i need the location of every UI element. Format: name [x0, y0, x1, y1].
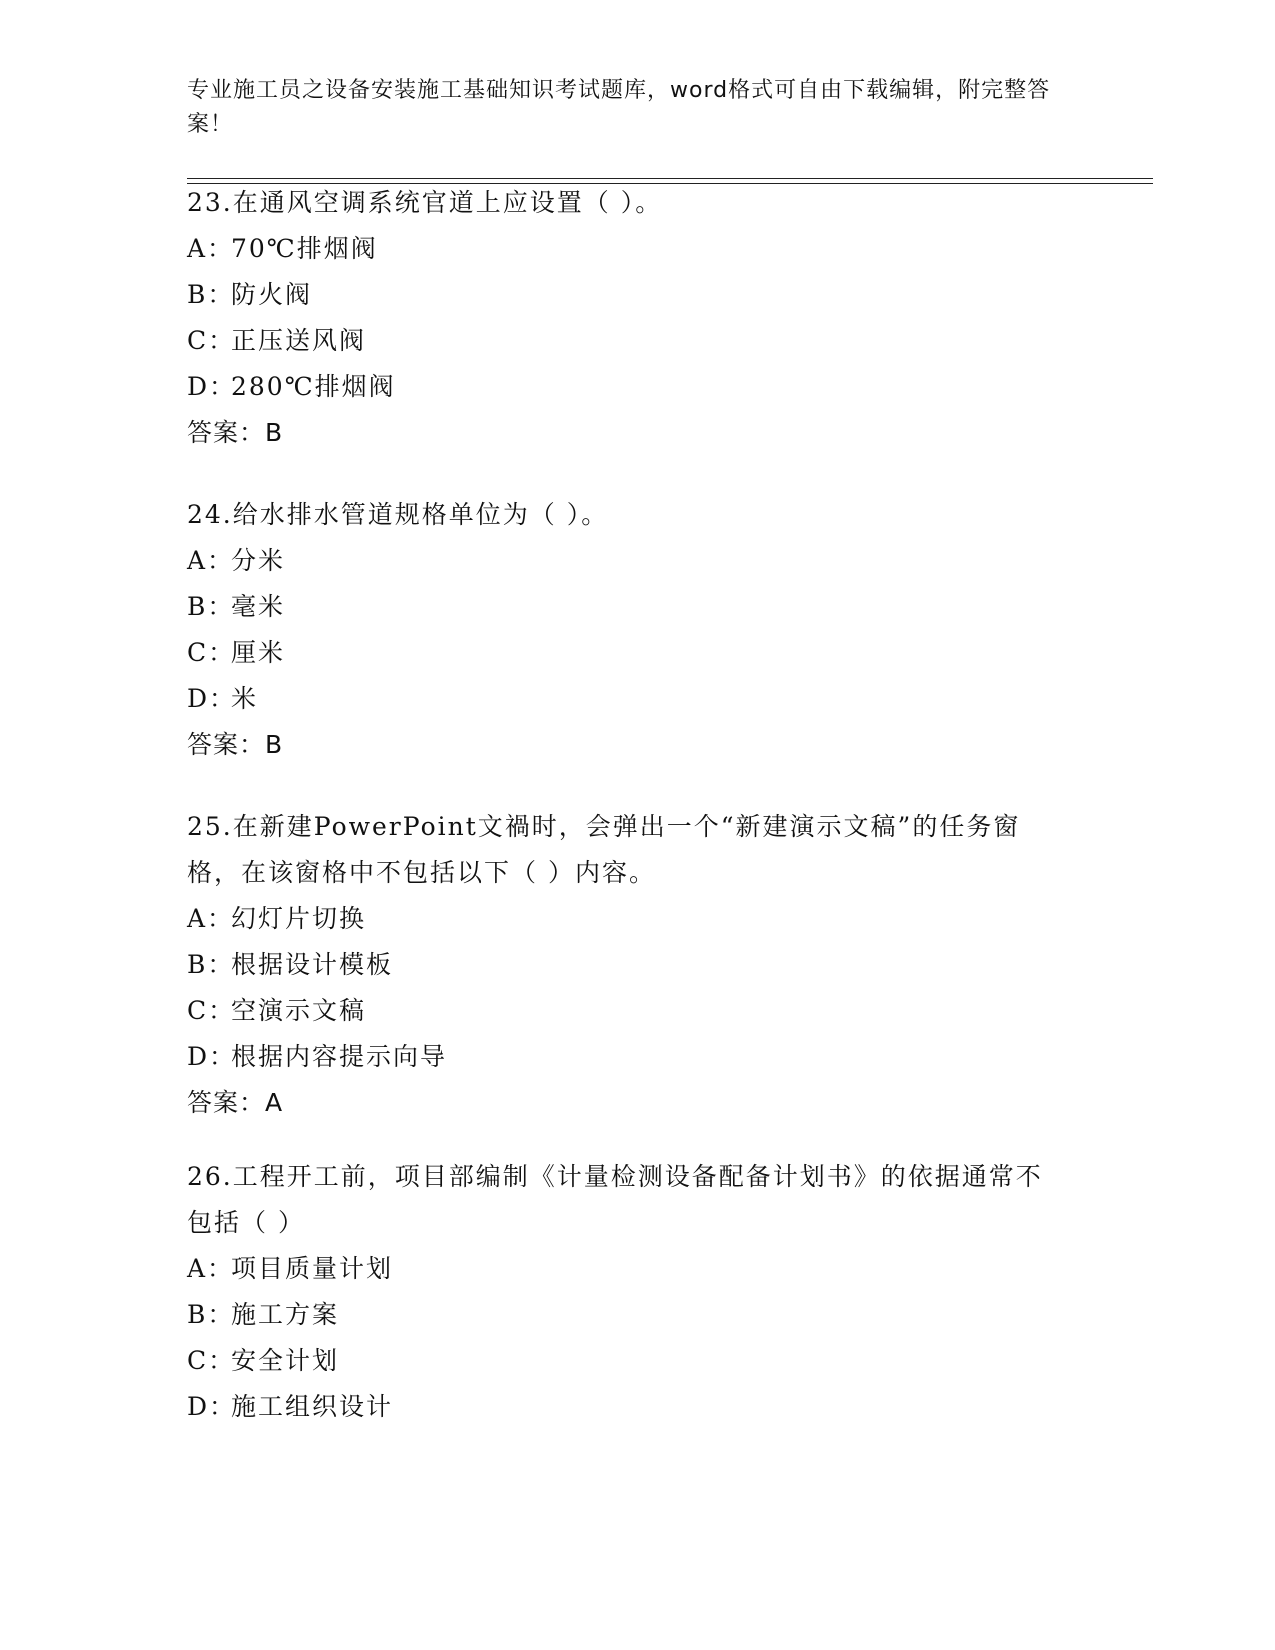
answer-line: 答案：B [187, 730, 284, 759]
option-text: 70℃排烟阀 [231, 234, 378, 263]
option-text: 分米 [231, 546, 286, 575]
option-a [187, 896, 1087, 942]
header-divider-top [187, 178, 1153, 179]
option-letter: A： [187, 1254, 235, 1283]
option-letter: C： [187, 996, 236, 1025]
option-letter: C： [187, 326, 236, 355]
option-text: 厘米 [231, 638, 286, 667]
option-letter: B： [187, 280, 235, 309]
option-d [187, 1384, 1087, 1430]
option-text: 根据内容提示向导 [231, 1042, 448, 1071]
option-text: 安全计划 [231, 1346, 340, 1375]
answer-line: 答案：B [187, 418, 284, 447]
option-d [187, 364, 1087, 410]
question-23 [187, 180, 1087, 456]
option-a [187, 1246, 1087, 1292]
option-c [187, 630, 1087, 676]
option-letter: A： [187, 546, 235, 575]
option-letter: D： [187, 684, 237, 713]
option-letter: A： [187, 234, 235, 263]
question-stem: 23.在通风空调系统官道上应设置（ ）。 [187, 188, 663, 217]
option-letter: B： [187, 950, 235, 979]
option-c [187, 318, 1087, 364]
option-text: 项目质量计划 [231, 1254, 394, 1283]
option-d [187, 676, 1087, 722]
option-text: 米 [231, 684, 259, 713]
option-text: 毫米 [231, 592, 286, 621]
option-letter: D： [187, 1042, 237, 1071]
option-text: 空演示文稿 [231, 996, 367, 1025]
option-text: 280℃排烟阀 [231, 372, 396, 401]
option-letter: D： [187, 372, 237, 401]
option-a [187, 226, 1087, 272]
option-d [187, 1034, 1087, 1080]
option-b [187, 942, 1087, 988]
document-header [187, 74, 1067, 142]
option-b [187, 1292, 1087, 1338]
question-25 [187, 804, 1087, 1126]
question-26 [187, 1154, 1087, 1430]
option-b [187, 272, 1087, 318]
question-stem: 26.工程开工前，项目部编制《计量检测设备配备计划书》的依据通常不包括（ ） [187, 1162, 1043, 1237]
option-text: 施工方案 [231, 1300, 340, 1329]
option-c [187, 988, 1087, 1034]
answer-line: 答案：A [187, 1088, 284, 1117]
question-stem: 25.在新建PowerPoint文禍时，会弹出一个“新建演示文稿”的任务窗格，在该窗格中不包括以下（ ）内容。 [187, 812, 1021, 887]
question-stem: 24.给水排水管道规格单位为（ ）。 [187, 500, 609, 529]
option-text: 施工组织设计 [231, 1392, 394, 1421]
option-text: 幻灯片切换 [231, 904, 367, 933]
option-text: 防火阀 [231, 280, 313, 309]
question-24 [187, 492, 1087, 768]
option-letter: C： [187, 638, 236, 667]
option-b [187, 584, 1087, 630]
header-text: 专业施工员之设备安装施工基础知识考试题库，word格式可自由下载编辑，附完整答案！ [187, 78, 1051, 137]
option-c [187, 1338, 1087, 1384]
option-text: 根据设计模板 [231, 950, 394, 979]
option-a [187, 538, 1087, 584]
option-letter: B： [187, 1300, 235, 1329]
option-letter: D： [187, 1392, 237, 1421]
option-letter: C： [187, 1346, 236, 1375]
option-text: 正压送风阀 [231, 326, 367, 355]
option-letter: A： [187, 904, 235, 933]
option-letter: B： [187, 592, 235, 621]
